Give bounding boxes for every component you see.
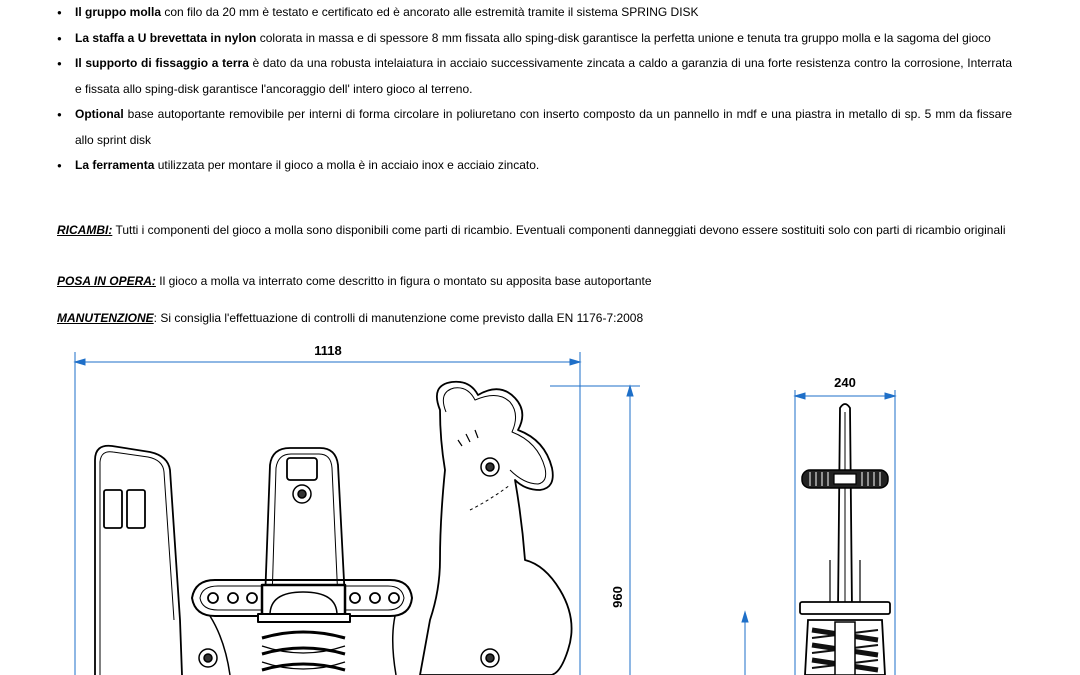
spring-rider-front-view	[95, 382, 572, 675]
feature-item	[57, 102, 1012, 153]
feature-text: è dato da una robusta intelaiatura in acciaio successivamente zincata a caldo a garanzia di una forte resistenza contro la corrosione, Interrata e fissata allo sping-disk garantisce l'ancoraggio dell' intero gioco al terreno.	[75, 56, 1012, 96]
width-dimension	[75, 352, 580, 675]
height-dimension	[550, 386, 640, 675]
manutenzione-text: : Si consiglia l'effettuazione di controlli di manutenzione come previsto dalla EN 1176-7:2008	[153, 311, 644, 325]
feature-title: Il gruppo molla	[75, 5, 161, 19]
feature-item	[57, 153, 1012, 179]
feature-item	[57, 26, 1012, 52]
feature-text: base autoportante removibile per interni di forma circolare in poliuretano con inserto composto da un pannello in mdf e una piastra in metallo di sp. 5 mm da fissare allo sprint disk	[75, 107, 1012, 147]
ricambi-label: RICAMBI:	[57, 223, 113, 237]
feature-title: Optional	[75, 107, 124, 121]
ricambi-text: Tutti i componenti del gioco a molla sono disponibili come parti di ricambio. Eventuali componenti danneggiati devono essere sostituiti solo con parti di ricambio originali	[112, 223, 1006, 237]
posa-label: POSA IN OPERA:	[57, 274, 156, 288]
feature-text: colorata in massa e di spessore 8 mm fissata allo sping-disk garantisce la perfetta unione e tenuta tra gruppo molla e la sagoma del gioco	[256, 30, 991, 45]
feature-list	[57, 0, 1012, 179]
feature-text: utilizzata per montare il gioco a molla è in acciaio inox e acciaio zincato.	[154, 158, 540, 172]
feature-title: Il supporto di fissaggio a terra	[75, 56, 249, 70]
manutenzione-label: MANUTENZIONE	[57, 311, 154, 325]
feature-item	[57, 51, 1012, 102]
depth-dimension-label: 240	[834, 375, 856, 390]
ricambi-section	[57, 218, 1012, 244]
feature-title: La ferramenta	[75, 158, 155, 172]
manutenzione-section	[57, 306, 1012, 332]
width-dimension-label: 1118	[314, 343, 342, 358]
technical-drawing	[0, 330, 1080, 675]
posa-text: Il gioco a molla va interrato come descritto in figura o montato su apposita base autoportante	[155, 274, 652, 288]
feature-item	[57, 0, 1012, 26]
feature-text: con filo da 20 mm è testato e certificato ed è ancorato alle estremità tramite il sistema SPRING DISK	[161, 5, 699, 19]
spring-rider-side-view	[800, 404, 890, 675]
feature-title: La staffa a U brevettata in nylon	[75, 30, 257, 45]
bolt-icons	[199, 458, 499, 667]
height-dimension-label: 960	[610, 586, 625, 608]
posa-section	[57, 269, 1012, 295]
